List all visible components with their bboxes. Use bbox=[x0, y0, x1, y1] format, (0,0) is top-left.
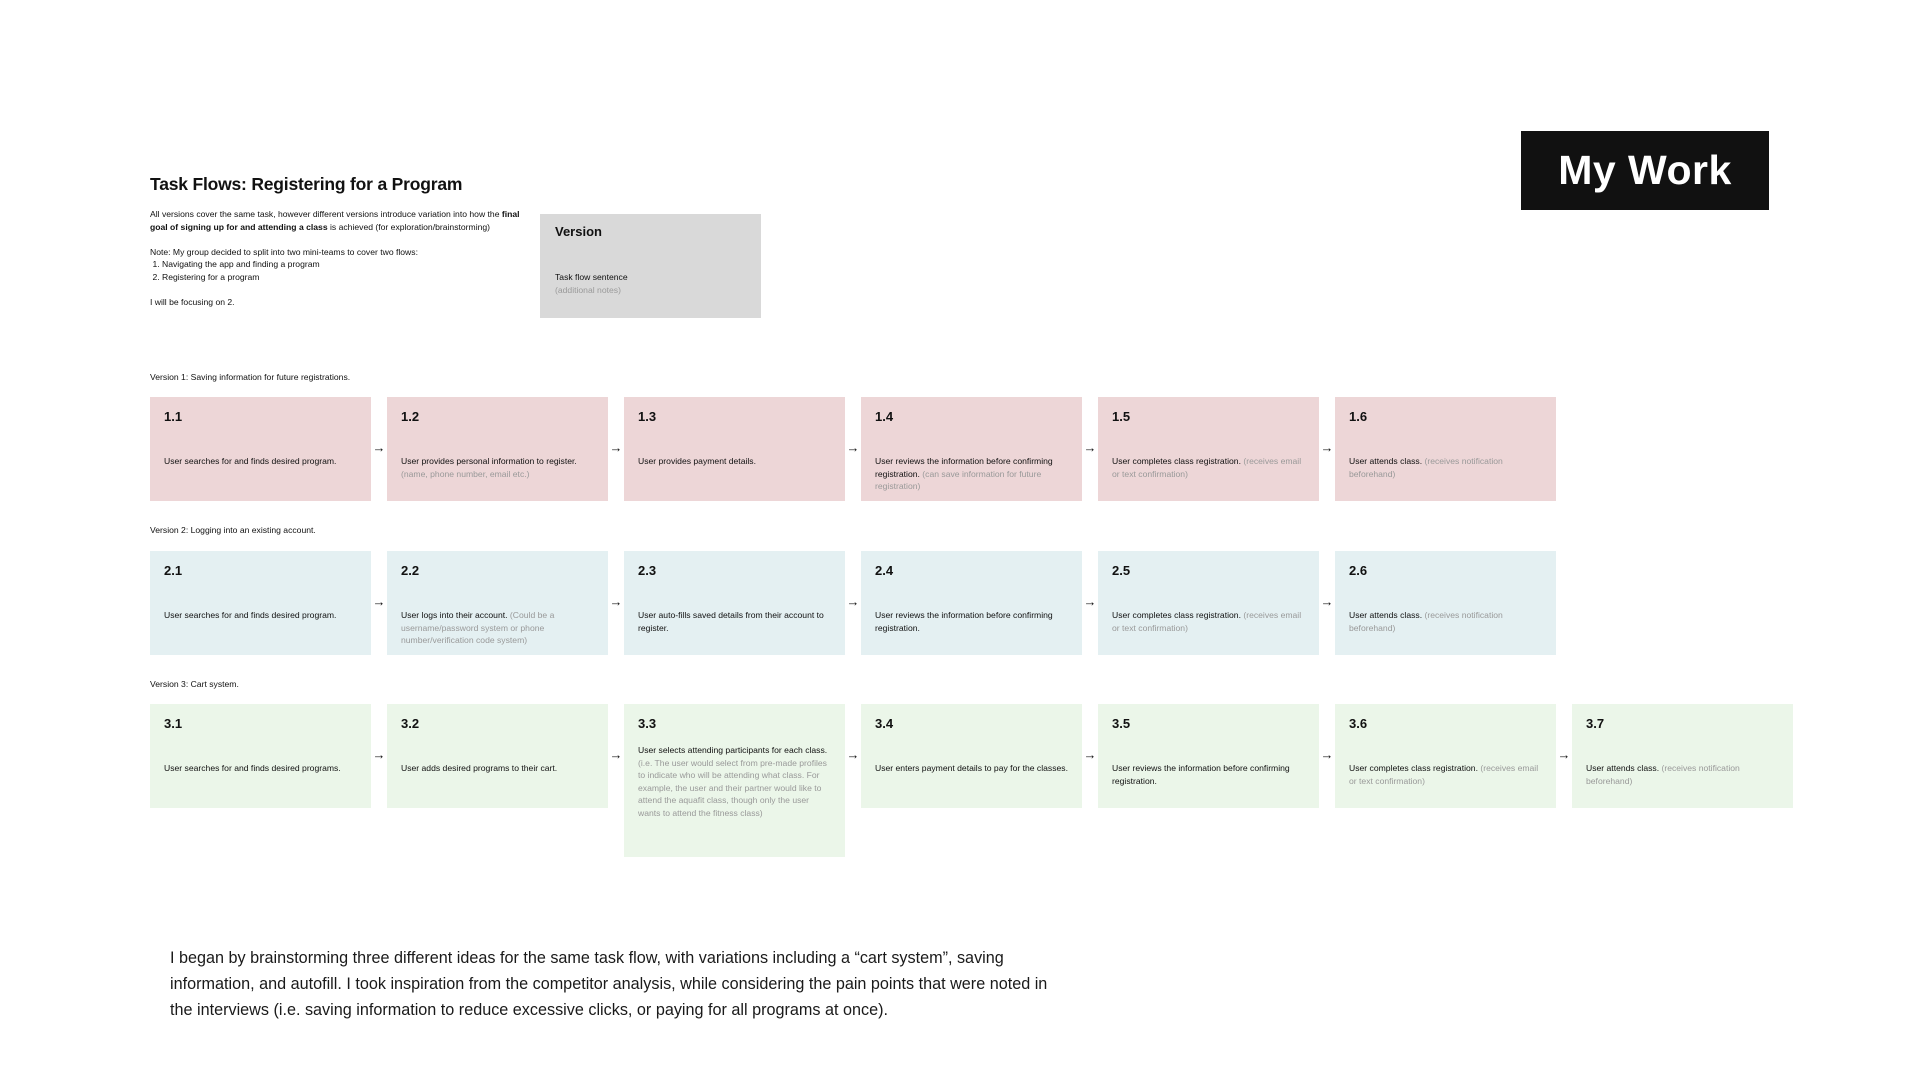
step-note: (receives email or text confirmation) bbox=[1112, 456, 1302, 479]
flow-list bbox=[150, 258, 530, 283]
step-note: (receives email or text confirmation) bbox=[1349, 763, 1539, 786]
step-card bbox=[1335, 704, 1556, 808]
step-body bbox=[875, 609, 1068, 634]
step-text: User attends class. bbox=[1349, 456, 1423, 466]
arrow-right-icon: → bbox=[1320, 747, 1334, 762]
intro-line-bold: final goal of signing up for and attending a class bbox=[150, 209, 520, 232]
step-text: User searches for and finds desired programs. bbox=[164, 763, 341, 773]
step-note: (can save information for future registration) bbox=[875, 468, 1042, 492]
my-work-badge: My Work bbox=[1521, 131, 1769, 210]
step-card bbox=[150, 704, 371, 808]
step-card bbox=[1098, 551, 1319, 655]
step-text: User logs into their account. bbox=[401, 610, 508, 620]
step-number: 1.4 bbox=[875, 409, 894, 424]
step-body bbox=[401, 455, 594, 480]
step-number: 2.1 bbox=[164, 563, 183, 578]
arrow-right-icon: → bbox=[372, 440, 386, 455]
step-body bbox=[875, 762, 1068, 775]
step-body bbox=[1112, 609, 1305, 634]
step-number: 3.1 bbox=[164, 716, 183, 731]
flow-item: 2. Registering for a program bbox=[162, 271, 530, 284]
version-label: Version 3: Cart system. bbox=[150, 679, 239, 689]
intro-line-post: is achieved (for exploration/brainstorming) bbox=[327, 221, 491, 232]
legend-notes: (additional notes) bbox=[555, 285, 621, 295]
step-text: User adds desired programs to their cart. bbox=[401, 763, 558, 773]
legend-card bbox=[540, 214, 761, 318]
step-note: (receives notification beforehand) bbox=[1349, 610, 1503, 633]
step-card bbox=[1098, 704, 1319, 808]
step-card bbox=[150, 551, 371, 655]
step-body bbox=[638, 455, 831, 468]
summary-paragraph: I began by brainstorming three different ideas for the same task flow, with variations including a “cart system”, saving information, and autofill. I took inspiration from the competitor analysis, while considering the pain points that were noted in the interviews (i.e. saving information to reduce excessive clicks, or paying for all programs at once). bbox=[170, 949, 1048, 1019]
arrow-right-icon: → bbox=[1320, 440, 1334, 455]
step-text: User enters payment details to pay for the classes. bbox=[875, 763, 1068, 773]
step-number: 3.6 bbox=[1349, 716, 1368, 731]
step-note: (i.e. The user would select from pre-made profiles to indicate who will be attending what class. For example, the user and their partner would like to attend the aquafit class, though only the user wants to attend the fitness class) bbox=[638, 757, 827, 818]
step-number: 3.3 bbox=[638, 716, 657, 731]
step-body bbox=[1586, 762, 1779, 787]
step-number: 2.3 bbox=[638, 563, 657, 578]
arrow-right-icon: → bbox=[1083, 747, 1097, 762]
step-text: User auto-fills saved details from their account to register. bbox=[638, 610, 824, 633]
step-text: User selects attending participants for each class. bbox=[638, 745, 828, 755]
step-card bbox=[387, 397, 608, 501]
step-text: User searches for and finds desired program. bbox=[164, 610, 337, 620]
step-text: User searches for and finds desired program. bbox=[164, 456, 337, 466]
step-card bbox=[861, 704, 1082, 808]
step-body bbox=[1349, 455, 1542, 480]
intro-line-pre: All versions cover the same task, however different versions introduce variation into how the bbox=[150, 209, 502, 219]
arrow-right-icon: → bbox=[1083, 594, 1097, 609]
step-number: 2.5 bbox=[1112, 563, 1131, 578]
intro-focus: I will be focusing on 2. bbox=[150, 297, 235, 308]
step-body bbox=[401, 762, 594, 775]
step-body bbox=[638, 744, 831, 820]
arrow-right-icon: → bbox=[846, 440, 860, 455]
step-card bbox=[624, 397, 845, 501]
step-text: User attends class. bbox=[1349, 610, 1423, 620]
step-note: (Could be a username/password system or phone number/verification code system) bbox=[401, 610, 555, 646]
step-body bbox=[1112, 455, 1305, 480]
step-card bbox=[1572, 704, 1793, 808]
step-card bbox=[624, 551, 845, 655]
step-card bbox=[1335, 397, 1556, 501]
step-body bbox=[1112, 762, 1305, 787]
step-card bbox=[1098, 397, 1319, 501]
step-body bbox=[1349, 762, 1542, 787]
step-number: 2.2 bbox=[401, 563, 420, 578]
arrow-right-icon: → bbox=[609, 594, 623, 609]
intro-text bbox=[150, 208, 530, 309]
step-text: User reviews the information before confirming registration. bbox=[875, 610, 1053, 633]
arrow-right-icon: → bbox=[372, 747, 386, 762]
arrow-right-icon: → bbox=[1557, 747, 1571, 762]
intro-line bbox=[150, 208, 530, 233]
step-number: 2.4 bbox=[875, 563, 894, 578]
step-text: User completes class registration. bbox=[1112, 610, 1241, 620]
step-body bbox=[638, 609, 831, 634]
arrow-right-icon: → bbox=[1320, 594, 1334, 609]
step-text: User completes class registration. bbox=[1349, 763, 1478, 773]
step-text: User completes class registration. bbox=[1112, 456, 1241, 466]
arrow-right-icon: → bbox=[609, 440, 623, 455]
step-note: (receives email or text confirmation) bbox=[1112, 610, 1302, 633]
step-note: (name, phone number, email etc.) bbox=[401, 468, 530, 479]
arrow-right-icon: → bbox=[846, 594, 860, 609]
step-number: 1.5 bbox=[1112, 409, 1131, 424]
arrow-right-icon: → bbox=[846, 747, 860, 762]
step-number: 1.2 bbox=[401, 409, 420, 424]
legend-heading: Version bbox=[555, 224, 602, 239]
step-text: User provides payment details. bbox=[638, 456, 756, 466]
step-text: User provides personal information to register. bbox=[401, 456, 577, 466]
step-number: 3.7 bbox=[1586, 716, 1605, 731]
step-card bbox=[861, 551, 1082, 655]
step-number: 3.5 bbox=[1112, 716, 1131, 731]
step-number: 3.2 bbox=[401, 716, 420, 731]
arrow-right-icon: → bbox=[372, 594, 386, 609]
step-number: 3.4 bbox=[875, 716, 894, 731]
arrow-right-icon: → bbox=[609, 747, 623, 762]
step-body bbox=[164, 455, 357, 468]
step-number: 1.1 bbox=[164, 409, 183, 424]
step-body bbox=[1349, 609, 1542, 634]
version-label: Version 2: Logging into an existing account. bbox=[150, 525, 316, 535]
step-number: 1.6 bbox=[1349, 409, 1368, 424]
step-text: User reviews the information before confirming registration. bbox=[1112, 763, 1290, 786]
step-card bbox=[624, 704, 845, 857]
page-title: Task Flows: Registering for a Program bbox=[150, 174, 463, 194]
step-card bbox=[861, 397, 1082, 501]
step-card bbox=[1335, 551, 1556, 655]
step-card bbox=[387, 704, 608, 808]
arrow-right-icon: → bbox=[1083, 440, 1097, 455]
flow-item: 1. Navigating the app and finding a program bbox=[162, 258, 530, 271]
step-number: 2.6 bbox=[1349, 563, 1368, 578]
step-card bbox=[150, 397, 371, 501]
step-body bbox=[875, 455, 1068, 493]
legend-sentence: Task flow sentence bbox=[555, 272, 628, 282]
step-text: User attends class. bbox=[1586, 763, 1660, 773]
step-note: (receives notification beforehand) bbox=[1349, 456, 1503, 479]
step-number: 1.3 bbox=[638, 409, 657, 424]
intro-note: Note: My group decided to split into two mini-teams to cover two flows: bbox=[150, 246, 418, 257]
step-body bbox=[164, 762, 357, 775]
step-note: (receives notification beforehand) bbox=[1586, 763, 1740, 786]
step-card bbox=[387, 551, 608, 655]
version-label: Version 1: Saving information for future registrations. bbox=[150, 372, 351, 382]
step-body bbox=[164, 609, 357, 622]
step-text: User reviews the information before confirming registration. bbox=[875, 456, 1053, 479]
step-body bbox=[401, 609, 594, 647]
